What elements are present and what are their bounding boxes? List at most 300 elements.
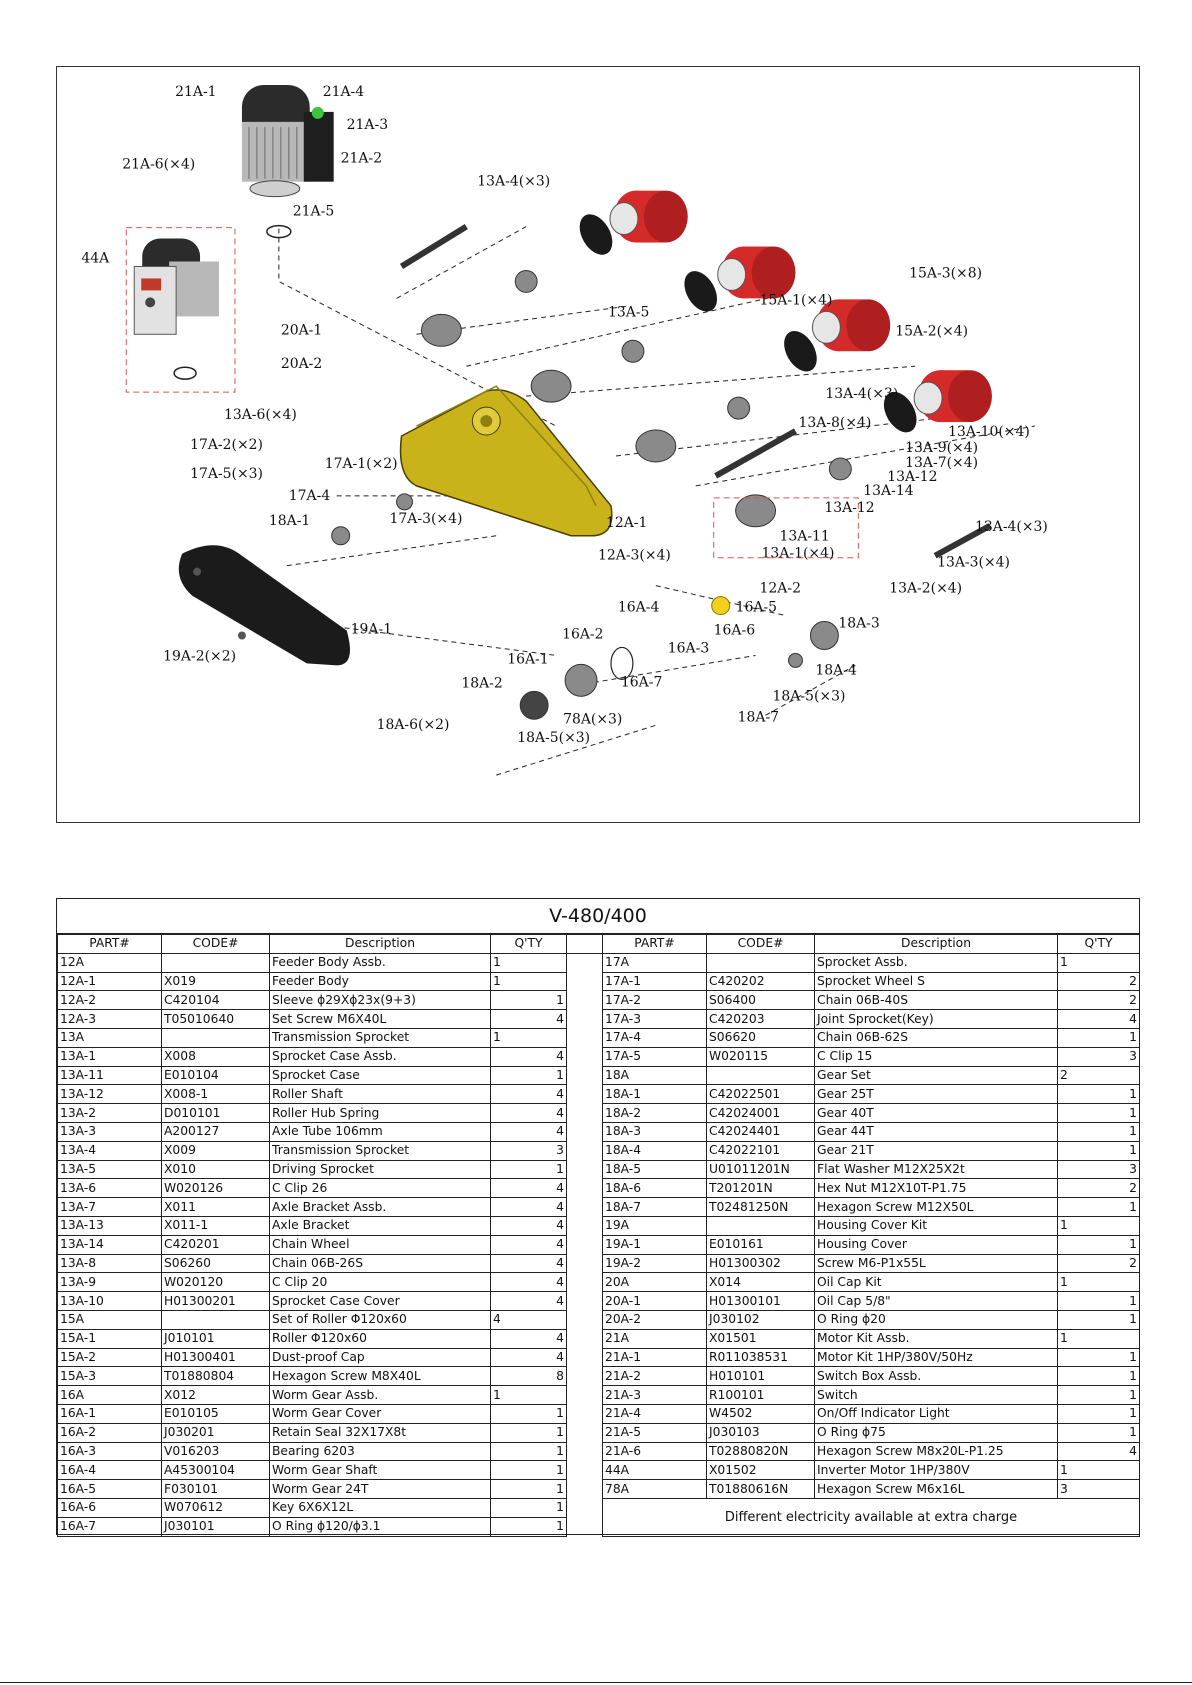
header-qty-left: Q'TY <box>491 935 567 954</box>
code-number: C42024001 <box>707 1104 815 1123</box>
code-number <box>162 1028 270 1047</box>
code-number: C42022101 <box>707 1141 815 1160</box>
code-number <box>707 1066 815 1085</box>
quantity: 1 <box>1058 1235 1140 1254</box>
label-13A-14: 13A-14 <box>863 482 914 499</box>
code-number: C420203 <box>707 1010 815 1029</box>
quantity: 1 <box>1058 1273 1140 1292</box>
part-number: 12A-3 <box>58 1010 162 1029</box>
code-number: W070612 <box>162 1498 270 1517</box>
table-row <box>58 1480 1140 1499</box>
description: Worm Gear Assb. <box>270 1386 491 1405</box>
column-gap <box>567 1254 603 1273</box>
quantity: 4 <box>491 1104 567 1123</box>
label-15A-1: 15A-1(×4) <box>759 292 833 309</box>
quantity: 1 <box>1058 1122 1140 1141</box>
part-number: 15A-3 <box>58 1367 162 1386</box>
code-number: H01300101 <box>707 1292 815 1311</box>
column-gap <box>567 1273 603 1292</box>
code-number: T05010640 <box>162 1010 270 1029</box>
code-number: J010101 <box>162 1329 270 1348</box>
column-gap <box>567 1066 603 1085</box>
code-number: T02481250N <box>707 1198 815 1217</box>
header-description-right: Description <box>815 935 1058 954</box>
column-gap <box>567 1010 603 1029</box>
label-13A-4-mid: 13A-4(×3) <box>825 386 899 403</box>
label-13A-9: 13A-9(×4) <box>905 439 979 456</box>
column-gap <box>567 1310 603 1329</box>
code-number <box>162 953 270 972</box>
description: O Ring ϕ20 <box>815 1310 1058 1329</box>
quantity: 1 <box>491 1066 567 1085</box>
table-row <box>58 972 1140 991</box>
code-number: F030101 <box>162 1480 270 1499</box>
code-number: X012 <box>162 1386 270 1405</box>
quantity: 4 <box>491 1122 567 1141</box>
header-part-left: PART# <box>58 935 162 954</box>
part-number: 13A-14 <box>58 1235 162 1254</box>
label-13A-10: 13A-10(×4) <box>948 424 1030 441</box>
description: Roller Φ120x60 <box>270 1329 491 1348</box>
quantity: 1 <box>491 972 567 991</box>
code-number: X008-1 <box>162 1085 270 1104</box>
part-number: 17A <box>603 953 707 972</box>
column-gap <box>567 1179 603 1198</box>
quantity: 2 <box>1058 1066 1140 1085</box>
code-number: J030103 <box>707 1423 815 1442</box>
part-number: 13A-9 <box>58 1273 162 1292</box>
description: Housing Cover Kit <box>815 1216 1058 1235</box>
code-number: W020120 <box>162 1273 270 1292</box>
table-body <box>58 953 1140 1536</box>
part-number: 21A <box>603 1329 707 1348</box>
description: Gear Set <box>815 1066 1058 1085</box>
part-number: 18A-7 <box>603 1198 707 1217</box>
quantity: 1 <box>491 991 567 1010</box>
label-16A-5: 16A-5 <box>735 599 778 616</box>
part-number: 18A-1 <box>603 1085 707 1104</box>
quantity: 1 <box>491 953 567 972</box>
part-number: 13A-10 <box>58 1292 162 1311</box>
quantity: 1 <box>1058 1386 1140 1405</box>
code-number: S06260 <box>162 1254 270 1273</box>
part-number: 16A-7 <box>58 1517 162 1536</box>
part-number: 13A-1 <box>58 1047 162 1066</box>
description: Sprocket Case Cover <box>270 1292 491 1311</box>
quantity: 1 <box>491 1423 567 1442</box>
part-number: 17A-5 <box>603 1047 707 1066</box>
description: Worm Gear 24T <box>270 1480 491 1499</box>
quantity: 1 <box>1058 1310 1140 1329</box>
part-number: 16A <box>58 1386 162 1405</box>
part-number: 21A-4 <box>603 1404 707 1423</box>
part-number: 13A-8 <box>58 1254 162 1273</box>
label-18A-4: 18A-4 <box>815 662 857 679</box>
part-number: 21A-3 <box>603 1386 707 1405</box>
table-row <box>58 1179 1140 1198</box>
label-21A-1: 21A-1 <box>175 83 217 100</box>
table-row <box>58 1367 1140 1386</box>
quantity: 3 <box>491 1141 567 1160</box>
table-row <box>58 1404 1140 1423</box>
quantity: 1 <box>491 1517 567 1536</box>
code-number: T01880804 <box>162 1367 270 1386</box>
indicator-light-icon <box>312 107 324 119</box>
quantity: 1 <box>1058 1461 1140 1480</box>
code-number: T201201N <box>707 1179 815 1198</box>
label-13A-12-b: 13A-12 <box>824 499 875 516</box>
label-21A-2: 21A-2 <box>340 150 383 167</box>
table-row <box>58 1348 1140 1367</box>
label-16A-7: 16A-7 <box>620 674 663 691</box>
description: Gear 40T <box>815 1104 1058 1123</box>
quantity: 4 <box>1058 1010 1140 1029</box>
code-number: T01880616N <box>707 1480 815 1499</box>
code-number: E010105 <box>162 1404 270 1423</box>
label-21A-4: 21A-4 <box>322 83 365 100</box>
header-description-left: Description <box>270 935 491 954</box>
table-row <box>58 1386 1140 1405</box>
label-44A: 44A <box>81 250 110 267</box>
quantity: 4 <box>491 1235 567 1254</box>
label-21A-3: 21A-3 <box>346 116 389 133</box>
description: Gear 44T <box>815 1122 1058 1141</box>
quantity: 2 <box>1058 991 1140 1010</box>
column-gap <box>567 1160 603 1179</box>
part-number: 12A-2 <box>58 991 162 1010</box>
label-13A-7: 13A-7(×4) <box>905 454 979 471</box>
part-number: 20A-2 <box>603 1310 707 1329</box>
code-number: E010104 <box>162 1066 270 1085</box>
table-row <box>58 953 1140 972</box>
table-row <box>58 1085 1140 1104</box>
column-gap <box>567 1216 603 1235</box>
header-code-left: CODE# <box>162 935 270 954</box>
code-number: R100101 <box>707 1386 815 1405</box>
part-number: 18A-6 <box>603 1179 707 1198</box>
label-18A-6: 18A-6(×2) <box>376 717 450 734</box>
part-number: 13A-7 <box>58 1198 162 1217</box>
code-number: H01300401 <box>162 1348 270 1367</box>
code-number: H01300201 <box>162 1292 270 1311</box>
label-16A-2: 16A-2 <box>562 626 604 643</box>
label-13A-1: 13A-1(×4) <box>761 545 835 562</box>
label-18A-3: 18A-3 <box>838 615 880 632</box>
column-gap <box>567 1517 603 1536</box>
label-16A-6: 16A-6 <box>713 622 756 639</box>
description: Screw M6-P1x55L <box>815 1254 1058 1273</box>
table-row <box>58 1141 1140 1160</box>
quantity: 4 <box>491 1198 567 1217</box>
quantity: 4 <box>491 1216 567 1235</box>
quantity: 2 <box>1058 972 1140 991</box>
description: Key 6X6X12L <box>270 1498 491 1517</box>
code-number: X011 <box>162 1198 270 1217</box>
label-13A-5: 13A-5 <box>607 304 650 321</box>
code-number: X008 <box>162 1047 270 1066</box>
assembly-lines <box>279 227 1035 776</box>
part-number: 18A <box>603 1066 707 1085</box>
part-number: 21A-1 <box>603 1348 707 1367</box>
label-15A-2: 15A-2(×4) <box>895 323 969 340</box>
code-number: C42024401 <box>707 1122 815 1141</box>
quantity: 4 <box>491 1292 567 1311</box>
description: On/Off Indicator Light <box>815 1404 1058 1423</box>
code-number: D010101 <box>162 1104 270 1123</box>
description: Motor Kit 1HP/380V/50Hz <box>815 1348 1058 1367</box>
description: Sprocket Case Assb. <box>270 1047 491 1066</box>
part-number: 16A-6 <box>58 1498 162 1517</box>
quantity: 3 <box>1058 1047 1140 1066</box>
part-number: 17A-1 <box>603 972 707 991</box>
column-gap <box>567 991 603 1010</box>
label-17A-3: 17A-3(×4) <box>389 510 463 527</box>
description: Chain 06B-62S <box>815 1028 1058 1047</box>
quantity: 1 <box>491 1461 567 1480</box>
label-12A-3: 12A-3(×4) <box>598 547 671 564</box>
quantity: 3 <box>1058 1160 1140 1179</box>
quantity: 1 <box>1058 1216 1140 1235</box>
description: Feeder Body Assb. <box>270 953 491 972</box>
description: Worm Gear Cover <box>270 1404 491 1423</box>
quantity: 8 <box>491 1367 567 1386</box>
description: Hexagon Screw M6x16L <box>815 1480 1058 1499</box>
code-number: E010161 <box>707 1235 815 1254</box>
quantity: 4 <box>1058 1442 1140 1461</box>
column-gap <box>567 972 603 991</box>
part-number: 20A-1 <box>603 1292 707 1311</box>
table-row <box>58 1235 1140 1254</box>
quantity: 4 <box>491 1329 567 1348</box>
code-number: U01011201N <box>707 1160 815 1179</box>
description: Set of Roller Φ120x60 <box>270 1310 491 1329</box>
description: Transmission Sprocket <box>270 1028 491 1047</box>
exploded-parts-diagram <box>56 66 1140 823</box>
part-number: 17A-2 <box>603 991 707 1010</box>
label-16A-3: 16A-3 <box>667 640 710 657</box>
quantity: 4 <box>491 1273 567 1292</box>
quantity: 4 <box>491 1047 567 1066</box>
description: Worm Gear Shaft <box>270 1461 491 1480</box>
table-row <box>58 991 1140 1010</box>
code-number: J030101 <box>162 1517 270 1536</box>
label-20A-1: 20A-1 <box>280 322 323 339</box>
column-gap <box>567 1122 603 1141</box>
table-row <box>58 1198 1140 1217</box>
part-number: 19A-2 <box>603 1254 707 1273</box>
table-row <box>58 1122 1140 1141</box>
label-13A-4-right: 13A-4(×3) <box>975 518 1048 535</box>
part-number: 16A-3 <box>58 1442 162 1461</box>
column-gap <box>567 1442 603 1461</box>
description: Chain 06B-26S <box>270 1254 491 1273</box>
code-number: X01502 <box>707 1461 815 1480</box>
description: Bearing 6203 <box>270 1442 491 1461</box>
table-row <box>58 1160 1140 1179</box>
code-number: V016203 <box>162 1442 270 1461</box>
table-row <box>58 1028 1140 1047</box>
parts-table <box>56 898 1140 1535</box>
part-number: 44A <box>603 1461 707 1480</box>
code-number: X009 <box>162 1141 270 1160</box>
label-13A-3: 13A-3(×4) <box>937 554 1010 571</box>
description: Chain 06B-40S <box>815 991 1058 1010</box>
quantity: 1 <box>491 1404 567 1423</box>
part-number: 13A-5 <box>58 1160 162 1179</box>
description: Motor Kit Assb. <box>815 1329 1058 1348</box>
description: Inverter Motor 1HP/380V <box>815 1461 1058 1480</box>
housing-cover-19A <box>179 545 350 665</box>
quantity: 1 <box>1058 953 1140 972</box>
quantity: 1 <box>1058 1423 1140 1442</box>
header-code-right: CODE# <box>707 935 815 954</box>
description: O Ring ϕ120/ϕ3.1 <box>270 1517 491 1536</box>
description: Gear 21T <box>815 1141 1058 1160</box>
table-row <box>58 1216 1140 1235</box>
table-title: V-480/400 <box>57 899 1139 934</box>
label-16A-1: 16A-1 <box>507 651 549 668</box>
description: C Clip 20 <box>270 1273 491 1292</box>
quantity: 4 <box>491 1254 567 1273</box>
description: Hexagon Screw M8X40L <box>270 1367 491 1386</box>
column-gap <box>567 1367 603 1386</box>
part-number: 17A-4 <box>603 1028 707 1047</box>
part-number: 13A-12 <box>58 1085 162 1104</box>
table-row <box>58 1423 1140 1442</box>
label-20A-2: 20A-2 <box>280 356 323 373</box>
part-number: 21A-5 <box>603 1423 707 1442</box>
label-19A-1: 19A-1 <box>350 621 393 638</box>
table-row <box>58 1442 1140 1461</box>
description: O Ring ϕ75 <box>815 1423 1058 1442</box>
part-number: 16A-4 <box>58 1461 162 1480</box>
label-13A-8: 13A-8(×4) <box>798 415 872 432</box>
worm-gear-16A5 <box>712 597 730 615</box>
label-18A-1: 18A-1 <box>268 512 311 529</box>
header-qty-right: Q'TY <box>1058 935 1140 954</box>
table-row <box>58 1273 1140 1292</box>
part-number: 21A-6 <box>603 1442 707 1461</box>
column-gap <box>567 953 603 972</box>
code-number: S06620 <box>707 1028 815 1047</box>
part-number: 18A-5 <box>603 1160 707 1179</box>
code-number <box>162 1310 270 1329</box>
code-number: W4502 <box>707 1404 815 1423</box>
quantity: 1 <box>1058 1085 1140 1104</box>
table-header-row <box>58 935 1140 954</box>
label-12A-2: 12A-2 <box>759 580 802 597</box>
code-number: C420201 <box>162 1235 270 1254</box>
quantity: 2 <box>1058 1254 1140 1273</box>
description: Hexagon Screw M12X50L <box>815 1198 1058 1217</box>
table-row <box>58 1498 1140 1517</box>
description: Roller Hub Spring <box>270 1104 491 1123</box>
code-number: C420104 <box>162 991 270 1010</box>
code-number <box>707 1216 815 1235</box>
label-18A-5-a: 18A-5(×3) <box>517 730 591 747</box>
column-gap <box>567 1104 603 1123</box>
column-gap <box>567 1386 603 1405</box>
part-number: 78A <box>603 1480 707 1499</box>
code-number: H01300302 <box>707 1254 815 1273</box>
description: Switch <box>815 1386 1058 1405</box>
part-number: 12A <box>58 953 162 972</box>
part-number: 15A <box>58 1310 162 1329</box>
description: Retain Seal 32X17X8t <box>270 1423 491 1442</box>
code-number: X01501 <box>707 1329 815 1348</box>
column-gap <box>567 1461 603 1480</box>
column-gap <box>567 1047 603 1066</box>
quantity: 1 <box>491 1160 567 1179</box>
quantity: 4 <box>491 1179 567 1198</box>
part-number: 13A-11 <box>58 1066 162 1085</box>
description: Chain Wheel <box>270 1235 491 1254</box>
description: Set Screw M6X40L <box>270 1010 491 1029</box>
part-number: 13A-4 <box>58 1141 162 1160</box>
code-number: X010 <box>162 1160 270 1179</box>
description: C Clip 15 <box>815 1047 1058 1066</box>
part-number: 20A <box>603 1273 707 1292</box>
label-17A-5: 17A-5(×3) <box>190 465 263 482</box>
label-13A-4-top: 13A-4(×3) <box>477 173 551 190</box>
column-gap <box>567 1085 603 1104</box>
label-16A-4: 16A-4 <box>617 599 660 616</box>
table-row <box>58 1104 1140 1123</box>
column-gap <box>567 1141 603 1160</box>
table-row <box>58 1066 1140 1085</box>
description: Transmission Sprocket <box>270 1141 491 1160</box>
quantity: 1 <box>1058 1141 1140 1160</box>
description: Feeder Body <box>270 972 491 991</box>
description: Joint Sprocket(Key) <box>815 1010 1058 1029</box>
part-number: 19A <box>603 1216 707 1235</box>
column-gap <box>567 1198 603 1217</box>
code-number: A45300104 <box>162 1461 270 1480</box>
code-number: A200127 <box>162 1122 270 1141</box>
part-number: 13A-6 <box>58 1179 162 1198</box>
part-number: 16A-2 <box>58 1423 162 1442</box>
quantity: 1 <box>1058 1329 1140 1348</box>
quantity: 1 <box>1058 1348 1140 1367</box>
code-number: H010101 <box>707 1367 815 1386</box>
code-number: T02880820N <box>707 1442 815 1461</box>
description: Axle Bracket <box>270 1216 491 1235</box>
quantity: 4 <box>491 1310 567 1329</box>
part-number: 15A-2 <box>58 1348 162 1367</box>
description: Sprocket Assb. <box>815 953 1058 972</box>
label-21A-5: 21A-5 <box>292 203 335 220</box>
parts-list <box>57 934 1140 1537</box>
quantity: 1 <box>491 1442 567 1461</box>
part-number: 15A-1 <box>58 1329 162 1348</box>
part-number: 18A-3 <box>603 1122 707 1141</box>
quantity: 1 <box>1058 1367 1140 1386</box>
code-number: W020115 <box>707 1047 815 1066</box>
description: Sleeve ϕ29Xϕ23x(9+3) <box>270 991 491 1010</box>
column-gap <box>567 1480 603 1499</box>
table-row <box>58 1329 1140 1348</box>
label-18A-2: 18A-2 <box>461 675 503 692</box>
part-number: 13A <box>58 1028 162 1047</box>
part-number: 13A-13 <box>58 1216 162 1235</box>
quantity: 4 <box>491 1348 567 1367</box>
table-row <box>58 1461 1140 1480</box>
description: Sprocket Case <box>270 1066 491 1085</box>
table-row <box>58 1254 1140 1273</box>
description: Housing Cover <box>815 1235 1058 1254</box>
quantity: 1 <box>491 1386 567 1405</box>
code-number: R011038531 <box>707 1348 815 1367</box>
